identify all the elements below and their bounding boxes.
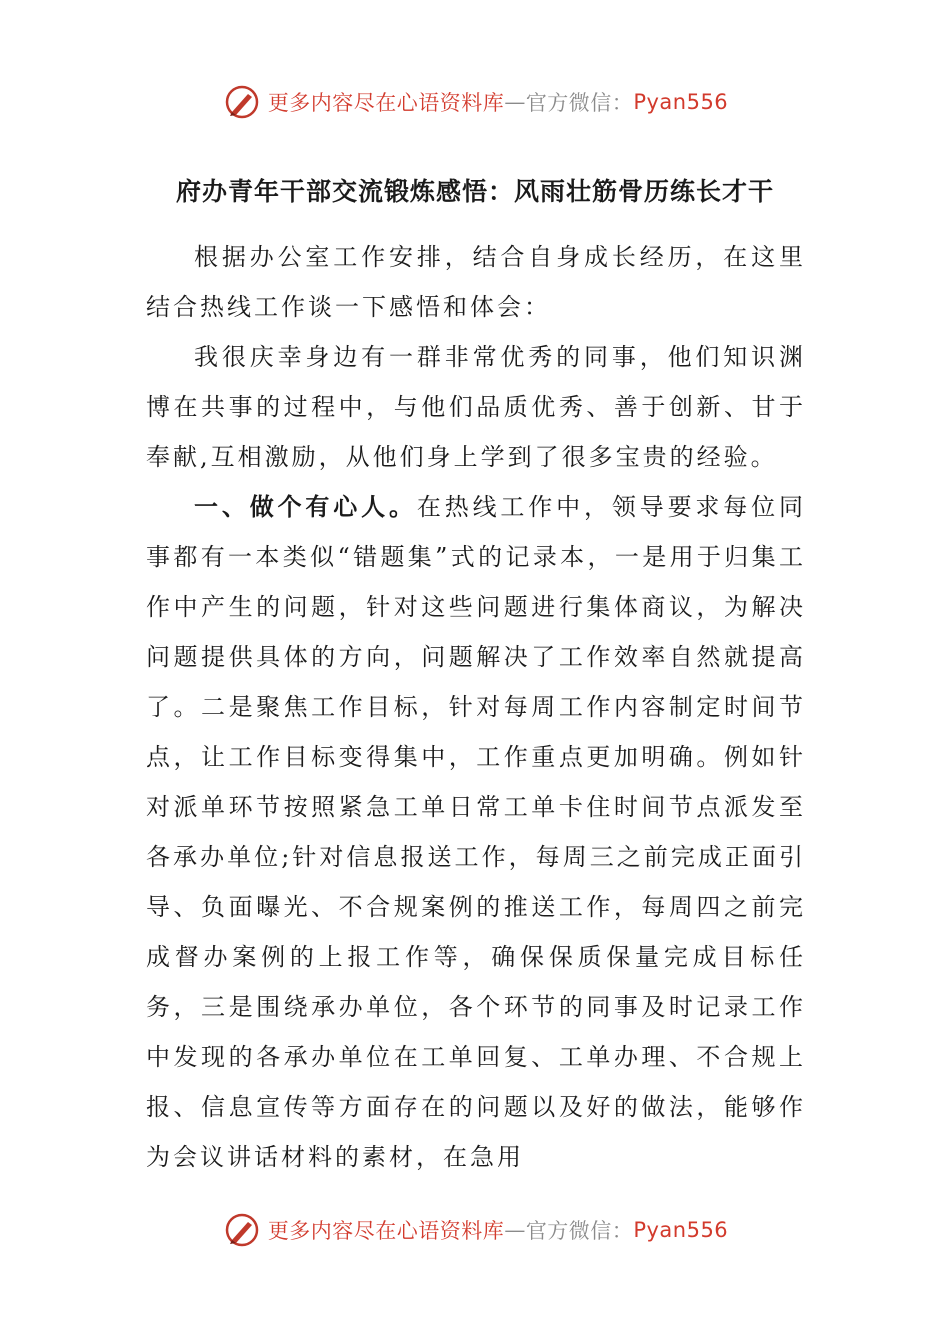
header-watermark-banner xyxy=(0,82,950,122)
section-heading: 一、做个有心人。 xyxy=(194,492,417,521)
banner-separator: — xyxy=(504,90,526,114)
banner-separator: — xyxy=(504,1218,526,1242)
footer-watermark-banner xyxy=(0,1210,950,1250)
pen-logo-icon xyxy=(222,82,262,122)
banner-wechat-label: 官方微信： xyxy=(525,91,634,115)
document-body xyxy=(146,232,806,1182)
banner-wechat-label: 官方微信： xyxy=(525,1219,634,1243)
document-title: 府办青年干部交流锻炼感悟：风雨壮筋骨历练长才干 xyxy=(175,177,774,206)
banner-brand: 更多内容尽在心语资料库 xyxy=(267,91,505,115)
paragraph-text: 根据办公室工作安排，结合自身成长经历，在这里结合热线工作谈一下感悟和体会： xyxy=(146,243,806,321)
paragraph-text: 在热线工作中，领导要求每位同事都有一本类似“错题集”式的记录本，一是用于归集工作中产生的问题，针对这些问题进行集体商议，为解决问题提供具体的方向，问题解决了工作效率自然就提高了。二是聚焦工作目标，针对每周工作内容制定时间节点，让工作目标变得集中，工作重点更加明确。例如针对派单环节按照紧急工单日常工单卡住时间节点派发至各承办单位;针对信息报送工作，每周三之前完成正面引导、负面曝光、不合规案例的推送工作，每周四之前完成督办案例的上报工作等，确保保质保量完成目标任务，三是围绕承办单位，各个环节的同事及时记录工作中发现的各承办单位在工单回复、工单办理、不合规上报、信息宣传等方面存在的问题以及好的做法，能够作为会议讲话材料的素材，在急用 xyxy=(146,493,807,1171)
banner-brand: 更多内容尽在心语资料库 xyxy=(267,1219,505,1243)
intro-paragraph xyxy=(146,232,806,332)
banner-wechat-id: Pyan556 xyxy=(633,90,729,114)
colleagues-paragraph xyxy=(146,332,806,482)
banner-wechat-id: Pyan556 xyxy=(633,1218,729,1242)
pen-logo-icon xyxy=(222,1210,262,1250)
paragraph-text: 我很庆幸身边有一群非常优秀的同事，他们知识渊博在共事的过程中，与他们品质优秀、善于创新、甘于奉献,互相激励，从他们身上学到了很多宝贵的经验。 xyxy=(146,343,806,471)
section-one-paragraph xyxy=(146,482,806,1182)
